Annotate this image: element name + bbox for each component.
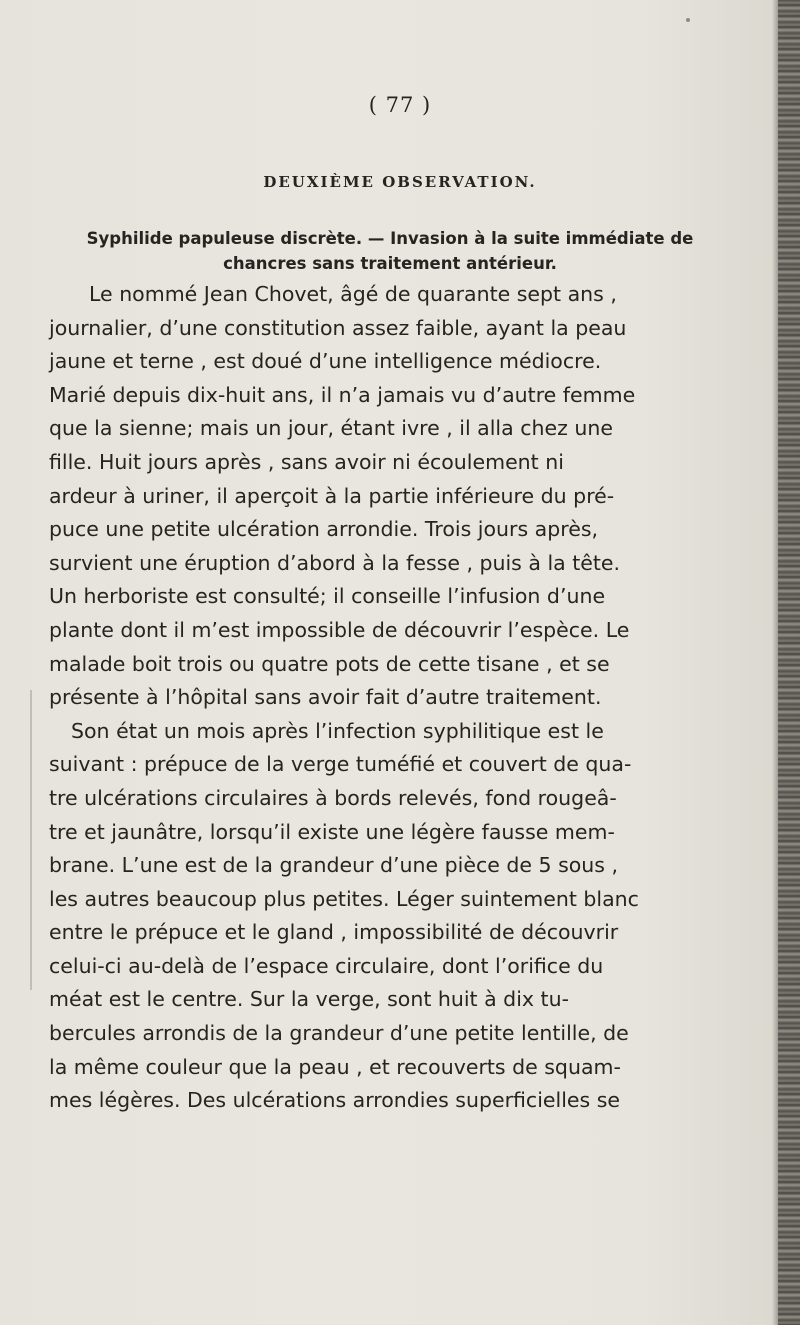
body-line: la même couleur que la peau , et recouverts de squam-	[49, 1054, 621, 1079]
body-paragraphs	[49, 278, 729, 1118]
body-line: entre le prépuce et le gland , impossibilité de découvrir	[49, 920, 619, 945]
body-line: fille. Huit jours après , sans avoir ni écoulement ni	[49, 449, 564, 474]
body-line: journalier, d’une constitution assez faible, ayant la peau	[49, 315, 627, 340]
body-line: tre et jaunâtre, lorsqu’il existe une légère fausse mem-	[49, 819, 615, 844]
subtitle-line: chancres sans traitement antérieur.	[223, 254, 557, 273]
section-subtitle	[50, 226, 730, 276]
body-line: Le nommé Jean Chovet, âgé de quarante sept ans ,	[89, 282, 617, 306]
body-line: ardeur à uriner, il aperçoit à la partie inférieure du pré-	[49, 483, 615, 508]
body-line: mes légères. Des ulcérations arrondies superficielles se	[49, 1088, 621, 1113]
body-line: Un herboriste est consulté; il conseille l’infusion d’une	[49, 584, 606, 609]
print-speck	[686, 18, 690, 22]
body-line: les autres beaucoup plus petites. Léger suintement blanc	[49, 886, 639, 911]
body-line: survient une éruption d’abord à la fesse , puis à la tête.	[49, 550, 621, 575]
body-line: plante dont il m’est impossible de découvrir l’espèce. Le	[49, 617, 630, 642]
body-line: suivant : prépuce de la verge tuméfié et couvert de qua-	[49, 752, 632, 777]
body-line: puce une petite ulcération arrondie. Trois jours après,	[49, 517, 599, 542]
body-line: Marié depuis dix-huit ans, il n’a jamais vu d’autre femme	[49, 382, 636, 407]
body-line: méat est le centre. Sur la verge, sont huit à dix tu-	[49, 987, 569, 1012]
body-line: bercules arrondis de la grandeur d’une petite lentille, de	[49, 1021, 629, 1046]
body-line: que la sienne; mais un jour, étant ivre , il alla chez une	[49, 416, 613, 441]
page-number: ( 77 )	[368, 93, 432, 117]
margin-mark	[30, 690, 32, 990]
section-heading: DEUXIÈME OBSERVATION.	[263, 173, 537, 191]
book-spine	[778, 0, 800, 1325]
subtitle-line: Syphilide papuleuse discrète. — Invasion à la suite immédiate de	[86, 229, 694, 248]
body-line: présente à l’hôpital sans avoir fait d’autre traitement.	[49, 685, 602, 710]
body-line: brane. L’une est de la grandeur d’une pièce de 5 sous ,	[49, 853, 619, 878]
body-line: jaune et terne , est doué d’une intelligence médiocre.	[49, 349, 602, 374]
body-line: tre ulcérations circulaires à bords relevés, fond rougeâ-	[49, 785, 617, 810]
body-line: celui-ci au-delà de l’espace circulaire, dont l’orifice du	[49, 953, 604, 978]
body-line: malade boit trois ou quatre pots de cette tisane , et se	[49, 651, 610, 676]
body-line: Son état un mois après l’infection syphilitique est le	[71, 718, 604, 743]
